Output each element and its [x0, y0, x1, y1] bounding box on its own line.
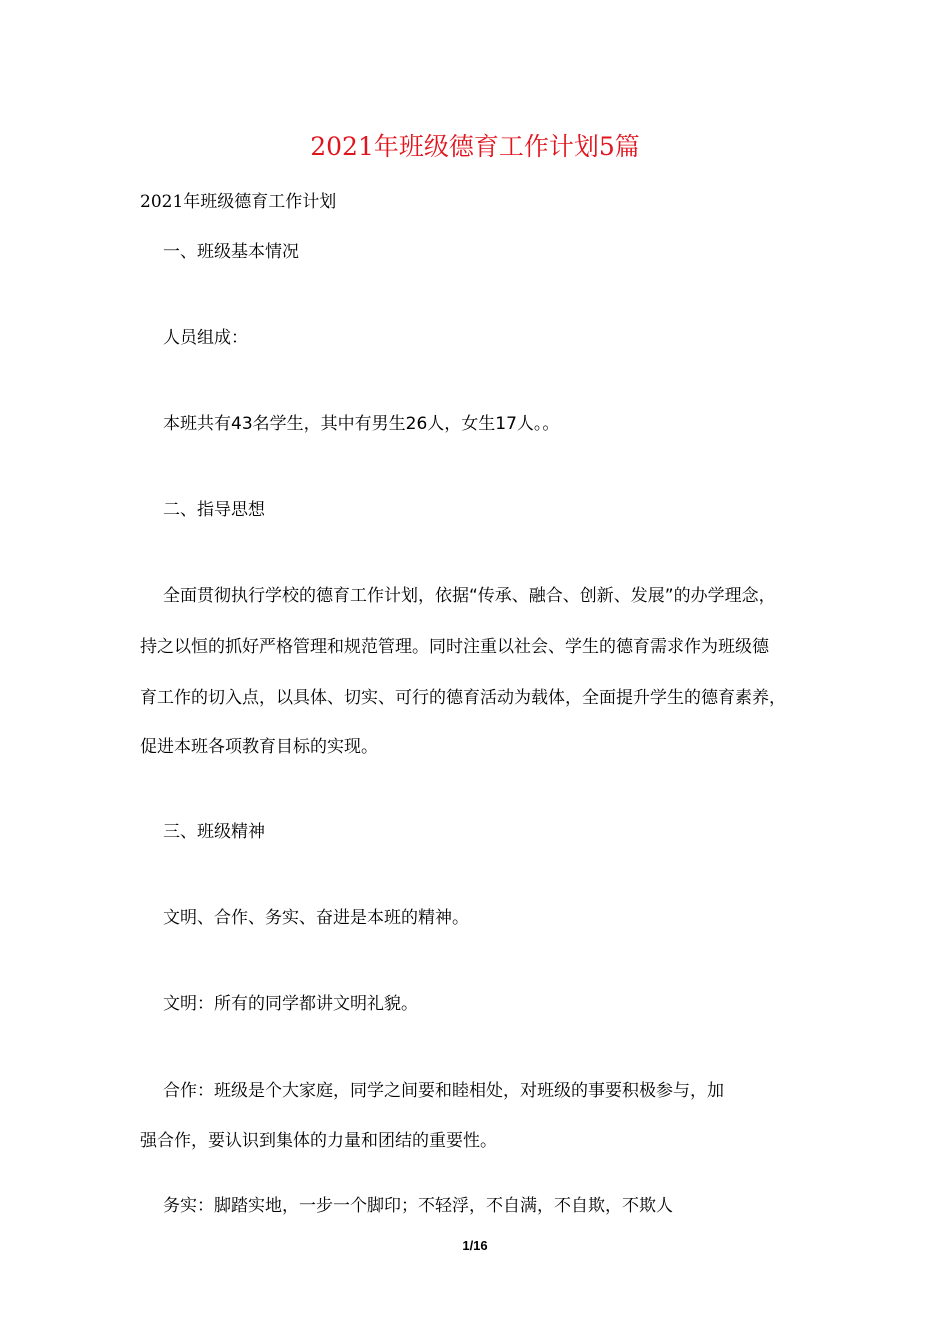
paragraph-line: 育工作的切入点，以具体、切实、可行的德育活动为载体，全面提升学生的德育素养，	[140, 688, 786, 708]
paragraph-line: 本班共有43名学生，其中有男生26人，女生17人。。	[163, 414, 560, 434]
paragraph-line: 强合作，要认识到集体的力量和团结的重要性。	[140, 1131, 497, 1151]
paragraph-line: 持之以恒的抓好严格管理和规范管理。同时注重以社会、学生的德育需求作为班级德	[140, 637, 769, 657]
section-heading-guiding-ideology: 二、指导思想	[163, 500, 265, 520]
paragraph-line: 文明、合作、务实、奋进是本班的精神。	[163, 908, 469, 928]
paragraph-line: 人员组成：	[163, 328, 248, 348]
paragraph-line: 全面贯彻执行学校的德育工作计划，依据“传承、融合、创新、发展”的办学理念，	[163, 586, 776, 606]
document-subtitle: 2021年班级德育工作计划	[140, 192, 337, 212]
section-heading-basic-info: 一、班级基本情况	[163, 242, 299, 262]
document-title: 2021年班级德育工作计划5篇	[310, 132, 640, 161]
page-number: 1/16	[462, 1238, 488, 1253]
paragraph-line: 务实：脚踏实地，一步一个脚印；不轻浮，不自满，不自欺，不欺人	[163, 1196, 673, 1216]
paragraph-line: 合作：班级是个大家庭，同学之间要和睦相处，对班级的事要积极参与，加	[163, 1081, 724, 1101]
paragraph-line: 促进本班各项教育目标的实现。	[140, 737, 378, 757]
section-heading-class-spirit: 三、班级精神	[163, 822, 265, 842]
paragraph-line: 文明：所有的同学都讲文明礼貌。	[163, 994, 418, 1014]
